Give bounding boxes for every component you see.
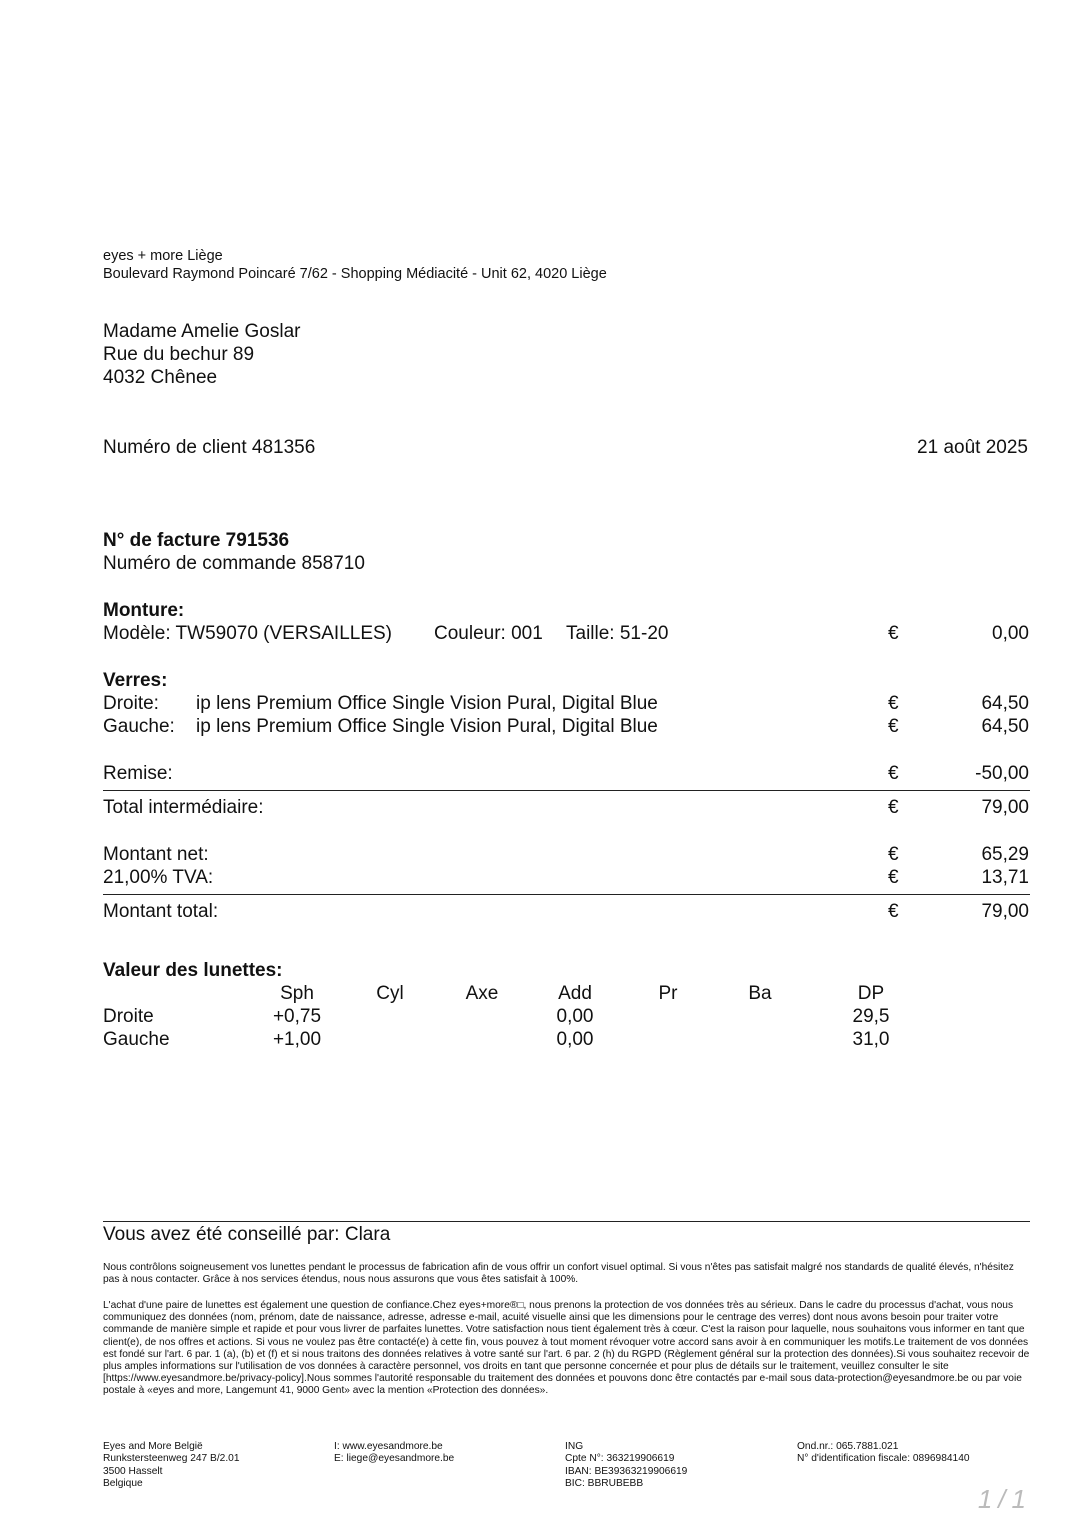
- divider: [103, 894, 1030, 895]
- currency-symbol: €: [888, 763, 899, 784]
- col-sph: Sph: [280, 983, 314, 1004]
- footer-line: Cpte N°: 363219906619: [565, 1453, 675, 1465]
- lens-left-label: Gauche:: [103, 716, 175, 737]
- footer-line: ING: [565, 1441, 584, 1452]
- subtotal-label: Total intermédiaire:: [103, 797, 264, 818]
- currency-symbol: €: [888, 623, 899, 644]
- recipient-city: 4032 Chênee: [103, 367, 218, 388]
- pres-row-label: Droite: [103, 1006, 154, 1027]
- sender-block: [103, 247, 607, 283]
- discount-label: Remise:: [103, 763, 173, 784]
- footer-line: IBAN: BE39363219906619: [565, 1465, 688, 1477]
- footer-legal: [797, 1441, 970, 1466]
- frame-amount: 0,00: [992, 623, 1029, 644]
- advisor: Vous avez été conseillé par: Clara: [103, 1224, 391, 1245]
- discount-amount: -50,00: [975, 763, 1029, 784]
- divider: [103, 1221, 1030, 1222]
- divider: [103, 790, 1030, 791]
- col-cyl: Cyl: [376, 983, 404, 1004]
- col-pr: Pr: [658, 983, 678, 1004]
- client-number: Numéro de client 481356: [103, 437, 316, 458]
- footer-website[interactable]: I: www.eyesandmore.be: [334, 1441, 443, 1452]
- sender-address: Boulevard Raymond Poincaré 7/62 - Shopping Médiacité - Unit 62, 4020 Liège: [103, 266, 607, 282]
- lens-left-row: [103, 716, 1029, 739]
- vat-amount: 13,71: [981, 867, 1029, 888]
- lens-right-row: [103, 693, 1029, 716]
- currency-symbol: €: [888, 693, 899, 714]
- total-label: Montant total:: [103, 901, 219, 922]
- footer-email[interactable]: E: liege@eyesandmore.be: [334, 1453, 455, 1465]
- col-axe: Axe: [465, 983, 499, 1004]
- lens-left-amount: 64,50: [981, 716, 1029, 737]
- net-amount: 65,29: [981, 844, 1029, 865]
- col-add: Add: [558, 983, 592, 1004]
- col-dp: DP: [857, 983, 885, 1004]
- lens-left-desc: ip lens Premium Office Single Vision Pural, Digital Blue: [196, 716, 658, 737]
- currency-symbol: €: [888, 716, 899, 737]
- recipient-block: [103, 320, 300, 389]
- net-label: Montant net:: [103, 844, 209, 865]
- lens-right-amount: 64,50: [981, 693, 1029, 714]
- lens-right-label: Droite:: [103, 693, 159, 714]
- frame-row: [103, 623, 1029, 646]
- vat-label: 21,00% TVA:: [103, 867, 214, 888]
- vat-row: [103, 867, 1029, 890]
- sender-name: eyes + more Liège: [103, 248, 223, 264]
- lens-right-desc: ip lens Premium Office Single Vision Pural, Digital Blue: [196, 693, 658, 714]
- invoice-date: 21 août 2025: [917, 437, 1028, 458]
- currency-symbol: €: [888, 901, 899, 922]
- recipient-street: Rue du bechur 89: [103, 344, 255, 365]
- footer-line: 3500 Hasselt: [103, 1465, 163, 1477]
- footer-bank: [565, 1441, 687, 1491]
- pres-sph: +0,75: [272, 1006, 322, 1027]
- frame-heading: Monture:: [103, 600, 185, 621]
- total-amount: 79,00: [981, 901, 1029, 922]
- discount-row: [103, 763, 1029, 786]
- currency-symbol: €: [888, 867, 899, 888]
- lenses-heading: Verres:: [103, 670, 168, 691]
- footer-line: Runkstersteenweg 247 B/2.01: [103, 1453, 240, 1465]
- prescription-table: [0, 983, 1080, 1053]
- subtotal-row: [103, 797, 1029, 820]
- pres-dp: 29,5: [852, 1006, 890, 1027]
- footer-line: Ond.nr.: 065.7881.021: [797, 1441, 899, 1452]
- footer-line: Belgique: [103, 1478, 143, 1490]
- pres-row-label: Gauche: [103, 1029, 170, 1050]
- frame-color: Couleur: 001: [434, 623, 543, 644]
- pres-add: 0,00: [556, 1006, 594, 1027]
- order-number: Numéro de commande 858710: [103, 553, 365, 574]
- footer-line: N° d'identification fiscale: 0896984140: [797, 1453, 970, 1465]
- footer-contact: [334, 1441, 454, 1466]
- page-number: 1/1: [977, 1484, 1032, 1514]
- footer-line: Eyes and More België: [103, 1441, 203, 1452]
- pres-add: 0,00: [556, 1029, 594, 1050]
- subtotal-amount: 79,00: [981, 797, 1029, 818]
- pres-sph: +1,00: [272, 1029, 322, 1050]
- prescription-heading: Valeur des lunettes:: [103, 960, 283, 981]
- total-row: [103, 901, 1029, 924]
- frame-size: Taille: 51-20: [566, 623, 669, 644]
- recipient-name: Madame Amelie Goslar: [103, 321, 301, 342]
- net-row: [103, 844, 1029, 867]
- frame-model: Modèle: TW59070 (VERSAILLES): [103, 623, 393, 644]
- privacy-disclaimer: L'achat d'une paire de lunettes est également une question de confiance.Chez eyes+more®□, nous prenons la protection de vos données très au sérieux. Dans le cadre du processus d'achat, vous nous communiquez des données (nom, prénom, date de naissance, adresse, adresse e-mail, acuité visuelle ainsi que les dimensions pour le centrage des verres) dont nous avons besoin pour traiter votre commande de manière simple et rapide et pour vous livrer de parfaites lunettes. Votre satisfaction nous tient également très à cœur. C'est la raison pour laquelle, nous souhaitons vous informer en tant que client(e), de nos offres et actions. Si vous ne voulez pas être contacté(e) à cette fin, vous pouvez à tout moment révoquer votre accord sans avoir à en communiquer les motifs.Le traitement de vos données est fondé sur l'art. 6 par. 1 (a), (b) et (f) et si nous traitons des données relatives à votre santé sur l'art. 6 par. 2 (h) du RGPD (Règlement général sur la protection des données).Si vous souhaitez recevoir de plus amples informations sur l'utilisation de vos données à caractère personnel, vos droits en tant que personne concernée et pour plus de détails sur le traitement, veuillez consulter le site [https://www.eyesandmore.be/privacy-policy].Nous sommes l'autorité responsable du traitement des données et pouvons donc être contactés par e-mail sous data-protection@eyesandmore.be ou par voie postale à «eyes and more, Langemunt 41, 9000 Gent» avec la mention «Protection des données».: [103, 1300, 1030, 1397]
- footer-company: [103, 1441, 240, 1491]
- currency-symbol: €: [888, 797, 899, 818]
- col-ba: Ba: [748, 983, 772, 1004]
- footer-line: BIC: BBRUBEBB: [565, 1478, 644, 1490]
- pres-dp: 31,0: [852, 1029, 890, 1050]
- currency-symbol: €: [888, 844, 899, 865]
- quality-disclaimer: Nous contrôlons soigneusement vos lunettes pendant le processus de fabrication afin de vous offrir un confort visuel optimal. Si vous n'êtes pas satisfait malgré nos standards de qualité élevés, n'hésitez pas à nous contacter. Grâce à nos services étendus, nous nous assurons que vous êtes satisfait à 100%.: [103, 1262, 1014, 1286]
- invoice-number: N° de facture 791536: [103, 530, 290, 551]
